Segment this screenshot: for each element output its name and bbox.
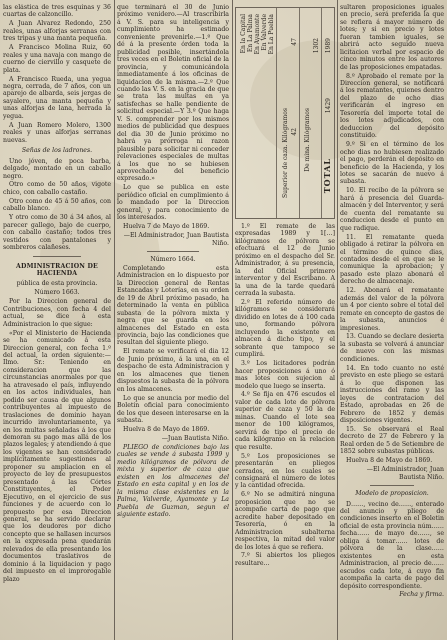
- column-rule: [232, 0, 233, 640]
- divider: [147, 251, 199, 252]
- model-text: D……, vecino de……, enterado del anuncio y pliego de condiciones inserto en el Boletin oficial de esta provincia núm…… fecha…… de mayo de……, se obliga á tomar…… lotes de pólvora de la clase…… existentes en esta Administracion, al precio de…… escudos cada lote, á cuyo fin acompaña la carta de pago del depósito correspondiente.: [340, 500, 444, 590]
- table-total-label: TOTAL: [322, 158, 332, 194]
- paragraph: Y otro como de 30 á 34 años, al parecer gallego, bajo de cuerpo, con caballo castaño; todos tres vestidos con pantalones y sombreros calañeses.: [3, 214, 111, 252]
- column-2: [117, 4, 229, 636]
- table-figure: 1302: [313, 38, 320, 54]
- gunpowder-table: [235, 7, 335, 219]
- condition: 11. El rematante queda obligado á retirar la pólvora en el término de quince dias, contados desde el en que se le comunique la aprobacion; y pasado este plazo abonará el derecho de almacenaje.: [340, 233, 444, 286]
- condition: 13. Cuando se declare desierta la subasta se volverá á anunciar de nuevo con las mismas condiciones.: [340, 333, 444, 363]
- admin-heading: ADMINISTRACION DE HACIENDA: [16, 262, 98, 277]
- condition: 5.º Los proposiciones se presentarán en pliegos cerrados, en los cuales se consignará el número de lotes y la cantidad ofrecida.: [235, 452, 335, 490]
- condition: 8.º Aprobado el remate por la Direccion general, se notificará á los rematantes, quienes dentro del plazo de ocho dias verificarán el ingreso en Tesorería del importe total de los lotes adjudicados, con deduccion del depósito constituido.: [340, 72, 444, 140]
- paragraph: Lo que se publica en este periódico oficial en cumplimiento á lo mandado por la Direccion general, y para conocimiento de los interesados.: [117, 184, 229, 222]
- condition: 3.º Los licitadores podrán hacer proposiciones á uno ó mas lotes con sujecion al modelo que luego se inserta.: [235, 360, 335, 390]
- column-4: [340, 4, 444, 636]
- condition: 14. En todo cuanto no esté previsto en este pliego se estará á lo que disponen las instrucciones del ramo y las leyes de contratacion del Estado, aprobadas en 26 de Febrero de 1852 y demás disposiciones vigentes.: [340, 364, 444, 424]
- table-figure: 1429: [325, 98, 332, 114]
- paragraph: que terminará el 30 de Junio próximo venidero.—Al trascribirla á V. S. para su inteligencia y cumplimiento ha estimado conveniente prevenirle.—1.º Que dé á la presente órden toda la publicidad posible, insertándola tres veces en el Boletin oficial de la provincia, y comunicándola inmediatamente á los oficinas de liquidacion de la misma.—2.º Que cuando las V. S. en la gracia de que se trata las multas en ya satisfechas se halle pendiente de solicitud especial.—Y 3.º Que haga V. S. comprender por los mismos medios de publicidad que despues del dia 30 de Junio próximo no habrá ya prórroga ni razon plausible para solicitar ni conceder relevaciones especiales de multas á los que no se hubiesen aprovechado del beneficio expresado.»: [117, 4, 229, 183]
- model-title: Modelo de proposicion.: [355, 490, 429, 498]
- table-header: En La Palma: [247, 14, 254, 53]
- signature: —El Administrador, Juan Bautista Niño.: [366, 466, 444, 481]
- column-1: [3, 4, 111, 636]
- condition: 6.º No se admitirá ninguna proposicion que no se acompañe carta de pago que acredite haber depositado en Tesorería, ó en la Administracion subalterna respectiva, la mitad del valor de los lotes á que se refiera.: [235, 491, 335, 551]
- condition: 1.º El remate de las expresadas 1989 y 1[…] kilógramos de pólvora se efectuará el 12 de Junio próximo en el despacho del Sr. Administrador, á su presencia, la del Oficial primero interventor y del Escribano. A la una de la tarde quedará cerrada la subasta.: [235, 223, 335, 298]
- pliego-paragraph: PLIEGO de condiciones bajo las cuales se vende á subasta 1999 y medio kilógramos de pólvora de mixta y superior de caza que existen en los almacenes del Estado en esta capital y en los de la misma clase existentes en la Palma, Valverde, Ayamonte y La Puebla de Guzman, segun el siguiente estado.: [117, 443, 229, 518]
- paragraph: A Juan Romero Molero, 1300 reales y unas alforjas serranas nuevas.: [3, 121, 111, 144]
- divider: [370, 485, 414, 486]
- condition: sultaren proposiciones iguales en precio, será preferida la que se refiera á mayor número de lotes; y si en precio y lotes fueran tambien iguales, se abrirá acto seguido nueva licitacion verbal por espacio de cinco minutos entre los autores de las proposiciones empatadas.: [340, 4, 444, 71]
- condition: 7.º Si abiertos los pliegos resultare...: [235, 552, 335, 567]
- table-header: En la Capital: [240, 14, 247, 54]
- paragraph: Lo que se anuncia por medio del Boletin oficial para conocimiento de los que deseen interesarse en la subasta.: [117, 394, 229, 425]
- paragraph: A Francisco Molina Ruiz, 60 reales y una navaja con mango de cuerno de ciervillo y casquete de plata.: [3, 44, 111, 74]
- condition: 4.º Se fija en 476 escudos el valor de cada lote de pólvora superior de caza y 50 la de minas. Cuando el lote sea menor de 100 kilógramos, servirá de tipo el precio de cada kilógramo en la relacion que resulte.: [235, 391, 335, 451]
- paragraph: Otro como de 45 á 50 años, con caballo blanco.: [3, 197, 111, 213]
- paragraph: Otro como de 50 años, vigote chico, con caballo castaño.: [3, 181, 111, 196]
- paragraph: A Juan Alvarez Redondo, 250 reales, unas alforjas serranas con tres tripas y una manta pequeña.: [3, 20, 111, 43]
- condition: 2.º El referido número de kilógramos se considerará dividido en lotes de á 100 cada uno, formando pólvora incluyendo la existente en almacen á dicho tipo, y el sobrante que tampoco se cumplirá.: [235, 299, 335, 359]
- signature-date: Huelva 8 de Mayo de 1869.: [346, 457, 433, 465]
- table-label: Superior de caza. Kilógramos: [282, 108, 289, 198]
- document-number: Número 1664.: [150, 256, 196, 263]
- admin-subheading: pública de esta provincia.: [16, 280, 98, 288]
- condition: 10. El recibo de la pólvora se hará á presencia del Guarda-almacén y del Interventor, y será de cuenta del rematante su conduccion desde el punto en que radique.: [340, 187, 444, 232]
- table-divider: [299, 8, 300, 218]
- paragraph: las elástica de tres esquinas y 36 cuartas de calzoncillo.: [3, 4, 111, 19]
- condition: 9.º Si en el término de los ocho dias no hubiesen realizado el pago, perderán el depósito en beneficio de la Hacienda, y los lotes se sacarán de nuevo á subasta.: [340, 141, 444, 186]
- table-figure: 47: [291, 38, 298, 46]
- condition: 12. Abonará el rematante además del valor de la pólvora un 4 por ciento sobre el total del remate en concepto de gastos de la subasta, anuncios é impresiones.: [340, 287, 444, 332]
- divider: [33, 256, 81, 257]
- paragraph: A Francisco Rueda, una yegua negra, cerrada, de 7 años, con un aparejo de albarda, seis jergas de sayalero, una manta pequeña y unas alforjas de lana, herrada la yegua.: [3, 75, 111, 120]
- paragraph: Por la Direccion general de Contribuciones, con fecha 4 del actual, se dice á esta Administracion lo que sigue:: [3, 298, 111, 328]
- paragraph: El remate se verificará el dia 12 de Junio próximo, á la una, en el despacho de esta Administracion y en los almacenes que tienen dispuestos la subasta de la pólvora en los almacenes.: [117, 348, 229, 393]
- table-figure: 42: [291, 128, 298, 136]
- signature: —Juan Bautista Niño.: [161, 434, 229, 442]
- table-label: De mina. Kilógramos: [304, 108, 311, 172]
- table-header: En La Puebla: [268, 14, 275, 55]
- paragraph: Uno jóven, de poca barba, delgado, montado en un caballo negro.: [3, 157, 111, 180]
- column-rule: [114, 0, 115, 640]
- signature-date: Huelva 7 de Mayo de 1869.: [123, 223, 210, 231]
- table-header: En Valverde: [261, 14, 268, 51]
- model-sign: Fecha y firma.: [399, 591, 444, 599]
- section-title: Señas de los ladrones.: [21, 147, 93, 155]
- paragraph: «Por el Ministerio de Hacienda se ha comunicado á esta Direccion general, con fecha 1.º del actual, la orden siguiente:—Ilmo. Sr.: Teniendo en consideracion que las circunstancias anormales por que ha atravesado el país, influyendo en los actos individuales, han podido ser causa de que algunos contribuyentes al impuesto de traslaciones de dominio hayan incurrido involuntariamente, ya en los multas señaladas á los que demoran su pago mas allá de los plazos legales; y atendiendo á que los vigentes se han considerado implícitamente sugestiones al proponer su ampliacion en el proyecto de ley de presupuestos presentado á las Córtes Constituyentes, el Poder Ejecutivo, en el ejercicio de sus funciones y de acuerdo con lo propuesto por esa Direccion general, se ha servido declarar que los deudores por dicho concepto que se hallasen incursos en la expresada pena quedarán relevados de ella presentando los documentos traslativos de dominio á la liquidacion y pago del impuesto en el improrogable plazo: [3, 329, 111, 583]
- condition: 15. Se observará el Real decreto de 27 de Febrero y la Real orden de 5 de Setiembre de 1852 sobre subastas públicas.: [340, 425, 444, 456]
- table-figure: 1989: [325, 38, 332, 54]
- document-number: Número 1663.: [34, 289, 80, 297]
- signature-date: Huelva 8 de Mayo de 1869.: [123, 425, 210, 433]
- column-rule: [337, 0, 338, 640]
- table-header: En Ayamonte: [254, 14, 261, 55]
- signature: —El Administrador, Juan Bautista Niño.: [123, 232, 229, 247]
- paragraph: Completando esta Administracion en lo dispuesto por la Direccion general de Rentas Estancadas y Loterías, en su orden de 19 de Abril próximo pasado, ha determinado la venta en pública subasta de la pólvora mixta y negra que se guarda en los almacenes del Estado en esta provincia, bajo las condiciones que resultan del siguiente pliego.: [117, 264, 229, 347]
- column-3: [235, 4, 335, 636]
- table-divider: [276, 8, 277, 218]
